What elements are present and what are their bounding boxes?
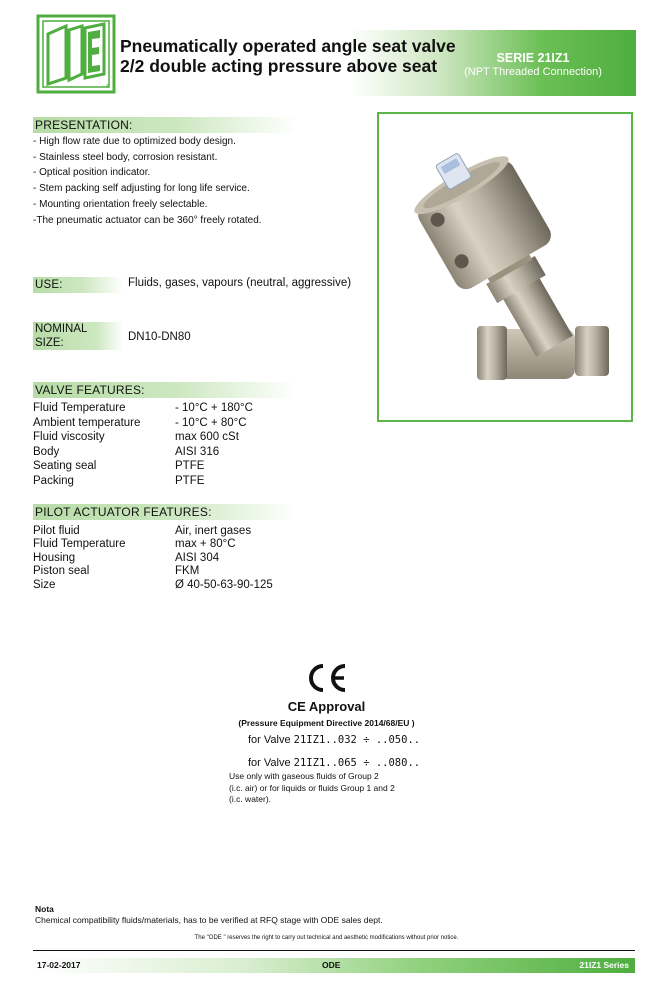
nominal-size-label: [33, 322, 123, 350]
table-row: [33, 565, 273, 578]
presentation-item: - Mounting orientation freely selectable.: [33, 198, 208, 210]
feature-key: Body: [33, 445, 60, 458]
pilot-features-table: [33, 525, 273, 592]
ce-line-code: 21IZ1..065 ÷ ..080..: [293, 757, 421, 769]
ce-line-prefix: for Valve: [248, 734, 294, 746]
presentation-item: - Stem packing self adjusting for long life service.: [33, 183, 250, 195]
feature-value: max + 80°C: [175, 538, 236, 551]
ce-line-2: [248, 757, 420, 769]
footer-company: ODE: [322, 960, 341, 970]
svg-text:®: ®: [106, 84, 110, 90]
feature-value: PTFE: [175, 460, 205, 473]
feature-key: Fluid Temperature: [33, 402, 126, 414]
feature-key: Packing: [33, 474, 74, 487]
feature-key: Fluid viscosity: [33, 431, 105, 444]
series-subtitle: (NPT Threaded Connection): [464, 66, 602, 78]
feature-key: Ambient temperature: [33, 416, 141, 429]
pilot-features-heading: PILOT ACTUATOR FEATURES:: [33, 504, 297, 520]
feature-value: max 600 cSt: [175, 431, 239, 444]
feature-key: Housing: [33, 551, 76, 564]
nominal-label-line1: NOMINAL: [35, 323, 88, 335]
product-photo: [377, 112, 633, 422]
ce-note-line: (i.c. water).: [229, 794, 272, 804]
presentation-item: -The pneumatic actuator can be 360° freely rotated.: [33, 214, 262, 226]
nominal-label-line2: SIZE:: [35, 337, 64, 349]
presentation-item: - Stainless steel body, corrosion resistant.: [33, 151, 218, 163]
feature-value: AISI 316: [175, 445, 220, 458]
presentation-item: - High flow rate due to optimized body design.: [33, 136, 236, 147]
presentation-item: - Optical position indicator.: [33, 167, 151, 179]
feature-value: FKM: [175, 565, 200, 578]
ode-logo: [36, 14, 116, 94]
feature-value: Air, inert gases: [175, 525, 252, 537]
table-row: [33, 552, 273, 565]
feature-key: Piston seal: [33, 565, 90, 578]
table-row: [33, 459, 253, 474]
ce-mark-icon: [303, 662, 349, 694]
ce-line-prefix: for Valve: [248, 757, 294, 769]
use-label: USE:: [33, 277, 123, 293]
footer-date: 17-02-2017: [37, 960, 81, 970]
series-label: SERIE 21IZ1: [496, 51, 570, 65]
valve-features-table: [33, 401, 253, 489]
nota-heading: Nota: [35, 904, 54, 914]
nominal-size-value: DN10-DN80: [128, 331, 191, 343]
feature-value: AISI 304: [175, 551, 220, 564]
table-row: [33, 474, 253, 489]
ce-note-line: Use only with gaseous fluids of Group 2: [229, 771, 379, 781]
ce-line-code: 21IZ1..032 ÷ ..050..: [293, 734, 421, 746]
feature-key: Size: [33, 578, 56, 591]
table-row: [33, 579, 273, 592]
feature-value: PTFE: [175, 474, 205, 487]
ce-directive: (Pressure Equipment Directive 2014/68/EU ): [238, 718, 415, 728]
ce-approval-title: CE Approval: [287, 699, 366, 714]
table-row: [33, 401, 253, 416]
table-row: [33, 445, 253, 460]
nota-text: Chemical compatibility fluids/materials, has to be verified at RFQ stage with ODE sales dept.: [35, 915, 383, 925]
footer-series: 21IZ1 Series: [579, 960, 629, 970]
valve-features-heading: VALVE FEATURES:: [33, 382, 297, 398]
page-title: Pneumatically operated angle seat valve 2/2 double acting pressure above seat: [120, 36, 456, 76]
ce-line-1: [248, 734, 420, 746]
ce-usage-note: [229, 771, 449, 806]
table-row: [33, 538, 273, 551]
table-row: [33, 430, 253, 445]
table-row: [33, 525, 273, 538]
presentation-heading: PRESENTATION:: [33, 117, 297, 133]
feature-key: Pilot fluid: [33, 525, 80, 537]
feature-key: Fluid Temperature: [33, 538, 126, 551]
disclaimer: The "ODE " reserves the right to carry out technical and aesthetic modifications without prior notice.: [194, 935, 459, 941]
presentation-list: [33, 134, 262, 228]
table-row: [33, 416, 253, 431]
feature-value: - 10°C + 180°C: [175, 402, 253, 414]
ce-note-line: (i.c. air) or for liquids or fluids Group 1 and 2: [229, 782, 395, 793]
feature-value: - 10°C + 80°C: [175, 416, 247, 429]
footer-divider: [33, 950, 635, 951]
use-value: Fluids, gases, vapours (neutral, aggressive): [128, 277, 352, 289]
feature-key: Seating seal: [33, 460, 97, 473]
feature-value: Ø 40-50-63-90-125: [175, 578, 273, 591]
